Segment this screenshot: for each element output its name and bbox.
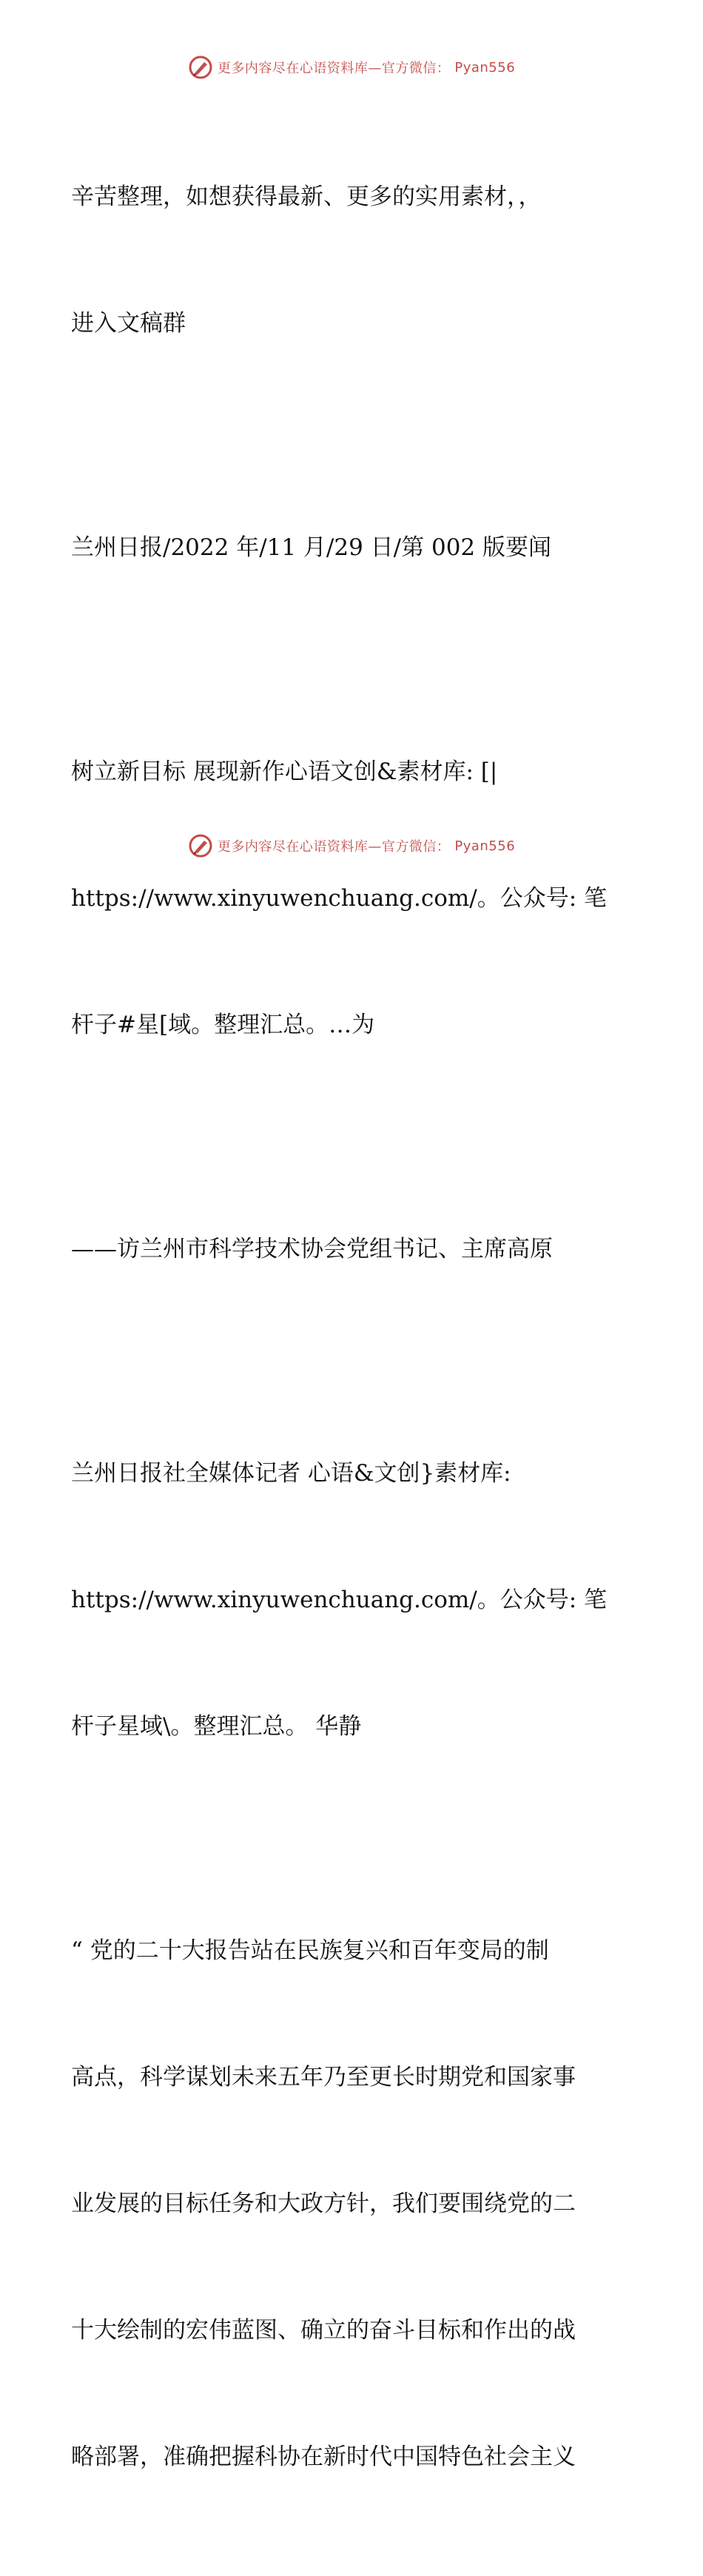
paragraph-source (71, 443, 633, 653)
text-line: 杆子星域\。整理汇总。 华静 (71, 1713, 362, 1740)
text-line: https://www.xinyuwenchuang.com/。公众号: 笔 (71, 885, 608, 912)
text-line: 树立新目标 展现新作心语文创&素材库: [| (71, 759, 498, 785)
document-body (71, 92, 633, 2576)
text-line: 辛苦整理，如想获得最新、更多的实用素材，， (71, 184, 542, 210)
pen-circle-icon (188, 833, 213, 858)
text-line: 业发展的目标任务和大政方针，我们要围绕党的二 (71, 2190, 576, 2217)
pen-circle-icon (188, 55, 213, 80)
text-line: https://www.xinyuwenchuang.com/。公众号: 笔 (71, 1587, 608, 1613)
watermark-text: 更多内容尽在心语资料库—官方微信： (217, 61, 451, 76)
text-line: 高点，科学谋划未来五年乃至更长时期党和国家事 (71, 2064, 576, 2091)
paragraph-headline (71, 667, 633, 1131)
text-line: 略部署，准确把握科协在新时代中国特色社会主义 (71, 2444, 576, 2470)
paragraph-subtitle (71, 1144, 633, 1355)
footer-watermark (0, 833, 703, 858)
text-line: 十大绘制的宏伟蓝图、确立的奋斗目标和作出的战 (71, 2317, 576, 2344)
watermark-text: 更多内容尽在心语资料库—官方微信： (217, 839, 451, 855)
text-line: “ 党的二十大报告站在民族复兴和百年变局的制 (71, 1937, 549, 1964)
watermark-handle: Pyan556 (454, 59, 516, 75)
paragraph-byline (71, 1368, 633, 1832)
header-watermark (0, 55, 703, 80)
paragraph-body (71, 1846, 633, 2563)
text-line: 杆子#星[域。整理汇总。…为 (71, 1012, 375, 1038)
text-line: 兰州日报/2022 年/11 月/29 日/第 002 版要闻 (71, 534, 552, 561)
text-line: 进入文稿群 (71, 310, 186, 337)
watermark-handle: Pyan556 (454, 838, 516, 854)
paragraph-intro (71, 92, 633, 429)
text-line: 兰州日报社全媒体记者 心语&文创}素材库: (71, 1460, 511, 1487)
text-line: ——访兰州市科学技术协会党组书记、主席高原 (71, 1236, 553, 1262)
